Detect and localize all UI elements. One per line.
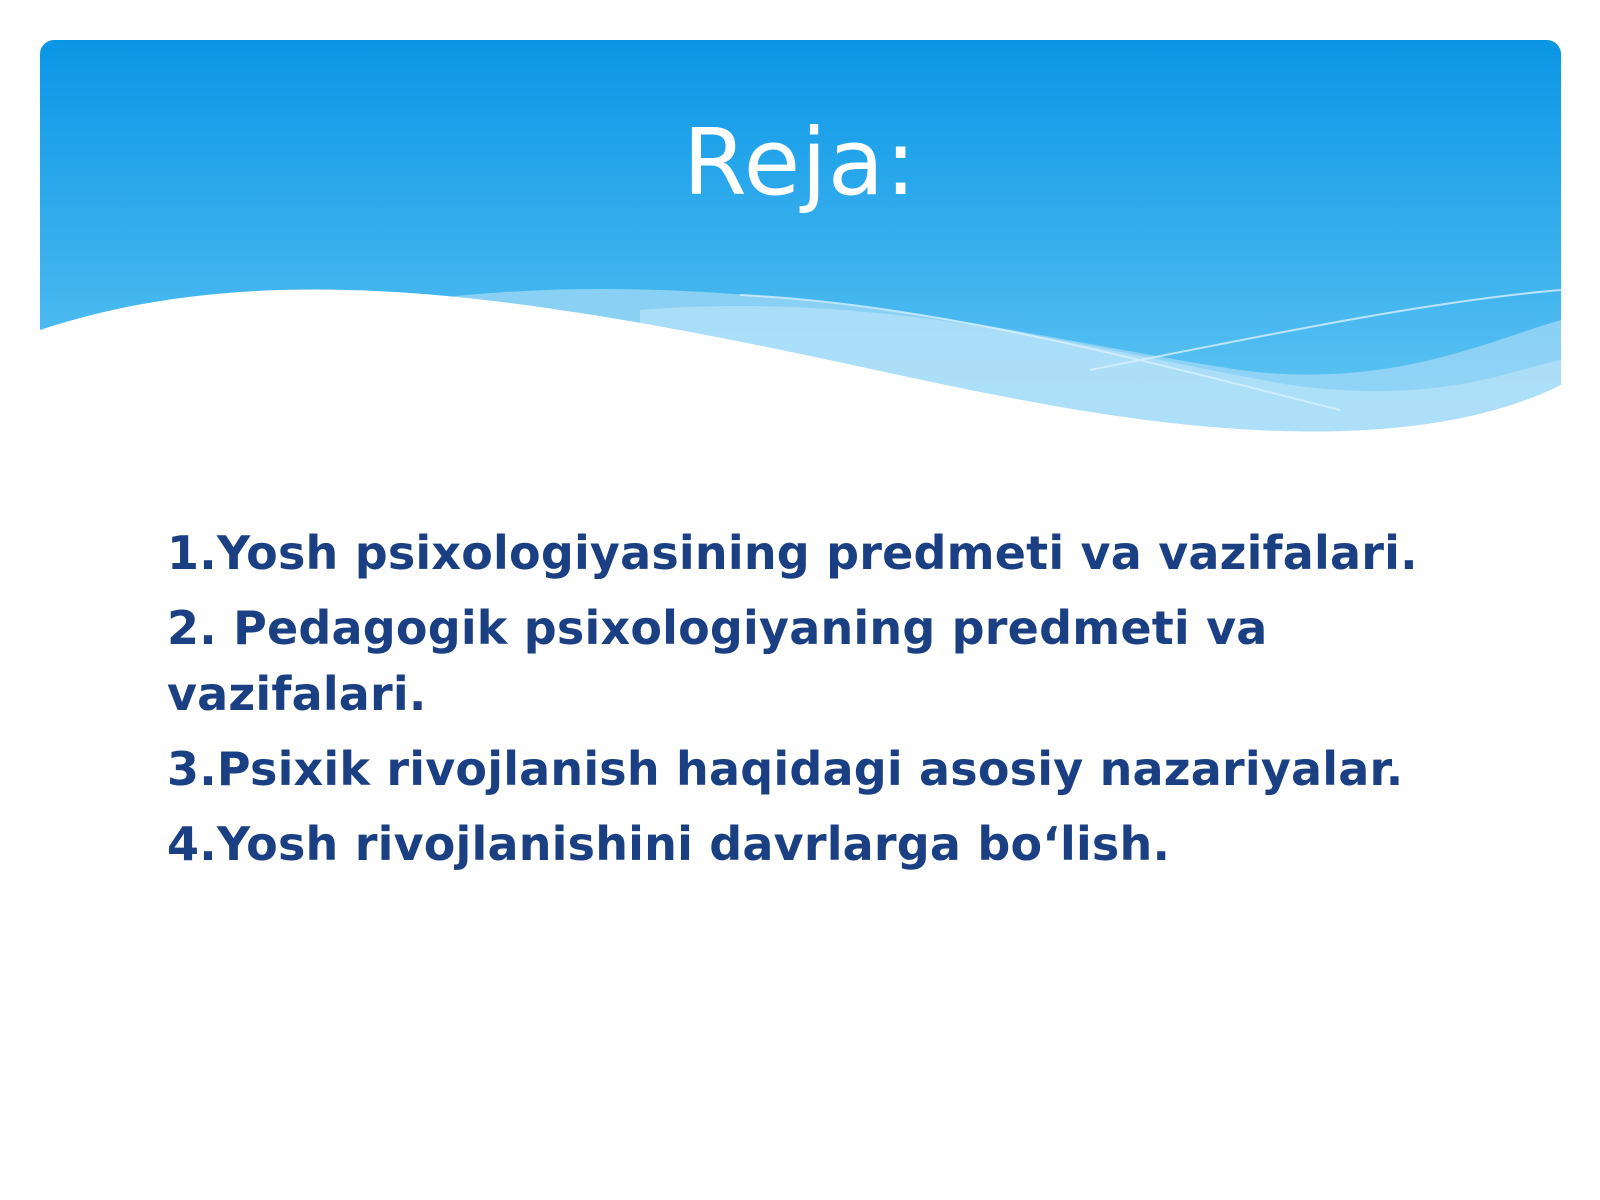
plan-item-3: 3.Psixik rivojlanish haqidagi asosiy nazariyalar. (167, 742, 1404, 796)
header-wave-banner (40, 40, 1561, 460)
plan-item-2: 2. Pedagogik psixologiyaning predmeti va vazifalari. (167, 601, 1268, 721)
slide-title: Reja: (682, 109, 918, 216)
plan-item-1: 1.Yosh psixologiyasining predmeti va vazifalari. (167, 526, 1418, 580)
wave-background (40, 40, 1561, 460)
plan-item-4: 4.Yosh rivojlanishini davrlarga bo‘lish. (167, 817, 1171, 871)
plan-list (167, 520, 1497, 886)
